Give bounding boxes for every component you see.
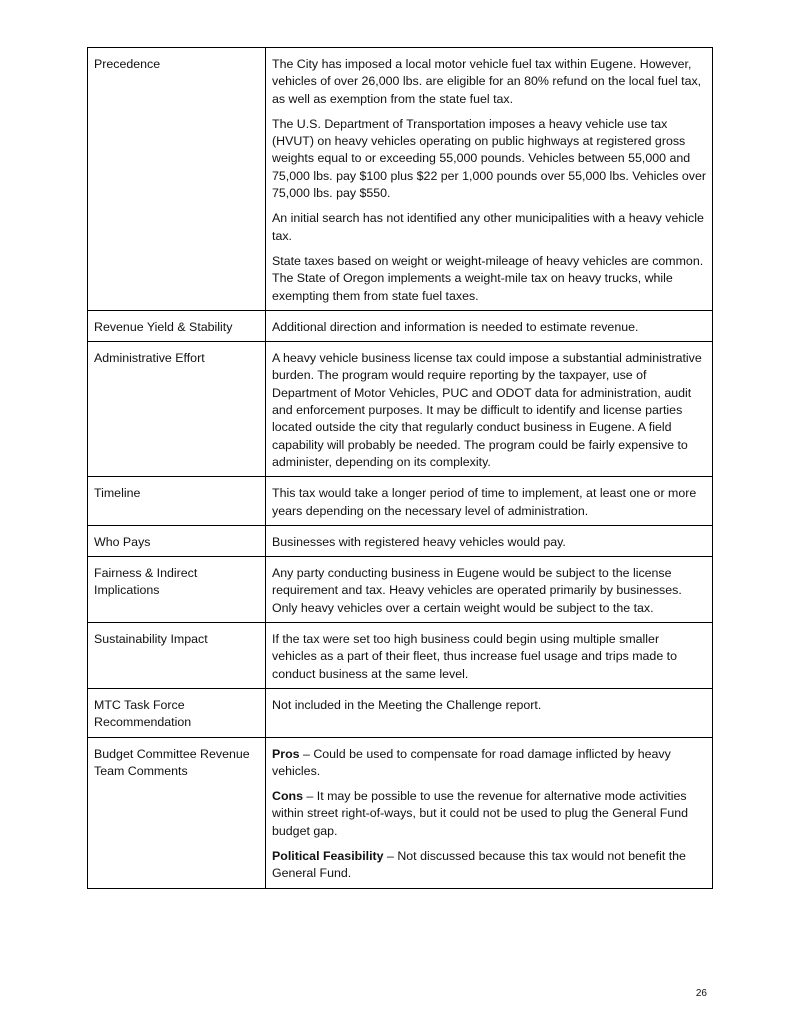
row-content [266,623,713,689]
row-content [266,557,713,623]
row-content [266,477,713,526]
row-label: Budget Committee Revenue Team Comments [88,737,266,888]
cons-text: – It may be possible to use the revenue for alternative mode activities within street right-of-ways, but it could not be used to plug the General Fund budget gap. [272,789,689,838]
table-row [88,310,713,341]
paragraph: The City has imposed a local motor vehicle fuel tax within Eugene. However, vehicles of over 26,000 lbs. are eligible for an 80% refund on the local fuel tax, as well as exemption from the state fuel tax. [272,57,702,106]
paragraph: State taxes based on weight or weight-mileage of heavy vehicles are common. The State of Oregon implements a weight-mile tax on heavy trucks, while exempting them from state fuel taxes. [272,253,704,303]
table-row [88,737,713,888]
paragraph: If the tax were set too high business could begin using multiple smaller vehicles as a part of their fleet, thus increase fuel usage and trips made to conduct business at the same level. [272,632,677,681]
pros-lead: Pros [272,746,300,761]
political-feasibility-paragraph [272,848,706,883]
row-label: Revenue Yield & Stability [88,310,266,341]
row-label: Precedence [88,48,266,311]
row-content [266,525,713,556]
row-content [266,48,713,311]
row-content [266,688,713,737]
table-row [88,477,713,526]
row-label: MTC Task Force Recommendation [88,688,266,737]
row-content [266,310,713,341]
cons-lead: Cons [272,789,303,804]
paragraph: An initial search has not identified any other municipalities with a heavy vehicle tax. [272,211,704,243]
table-row [88,623,713,689]
table-row [88,688,713,737]
cons-paragraph [272,788,706,840]
paragraph: A heavy vehicle business license tax could impose a substantial administrative burden. The program would require reporting by the taxpayer, use of Department of Motor Vehicles, PUC and ODOT data for administration, audit and enforcement purposes. It may be difficult to identify and license parties located outside the city that regularly conduct business in Eugene. A field capability will probably be needed. The program could be fairly expensive to administer, depending on its complexity. [272,351,702,469]
paragraph: This tax would take a longer period of time to implement, at least one or more years depending on the necessary level of administration. [272,486,697,518]
row-content [266,737,713,888]
political-feasibility-text: – Not discussed because this tax would not benefit the General Fund. [272,848,686,881]
criteria-table [87,47,713,889]
row-label: Sustainability Impact [88,623,266,689]
row-label: Administrative Effort [88,342,266,477]
paragraph: Not included in the Meeting the Challenge report. [272,697,542,712]
table-row [88,525,713,556]
paragraph: Any party conducting business in Eugene would be subject to the license requirement and tax. Heavy vehicles are operated primarily by businesses. Only heavy vehicles over a certain weight would be subject to the tax. [272,566,682,615]
row-content [266,342,713,477]
row-label: Who Pays [88,525,266,556]
row-label: Timeline [88,477,266,526]
page-number: 26 [695,988,707,999]
row-label: Fairness & Indirect Implications [88,557,266,623]
pros-text: – Could be used to compensate for road damage inflicted by heavy vehicles. [272,746,671,778]
political-feasibility-lead: Political Feasibility [272,848,384,863]
table-row [88,342,713,477]
pros-paragraph [272,746,706,781]
paragraph: The U.S. Department of Transportation imposes a heavy vehicle use tax (HVUT) on heavy vehicles operating on public highways at registered gross weights equal to or exceeding 55,000 pounds. Vehicles between 55,000 and 75,000 lbs. pay $100 plus $22 per 1,000 pounds over 55,000 lbs. Vehicles over 75,000 lbs. pay $550. [272,116,706,201]
paragraph: Additional direction and information is needed to estimate revenue. [272,319,639,334]
table-row [88,557,713,623]
paragraph: Businesses with registered heavy vehicles would pay. [272,534,566,549]
table-row [88,48,713,311]
